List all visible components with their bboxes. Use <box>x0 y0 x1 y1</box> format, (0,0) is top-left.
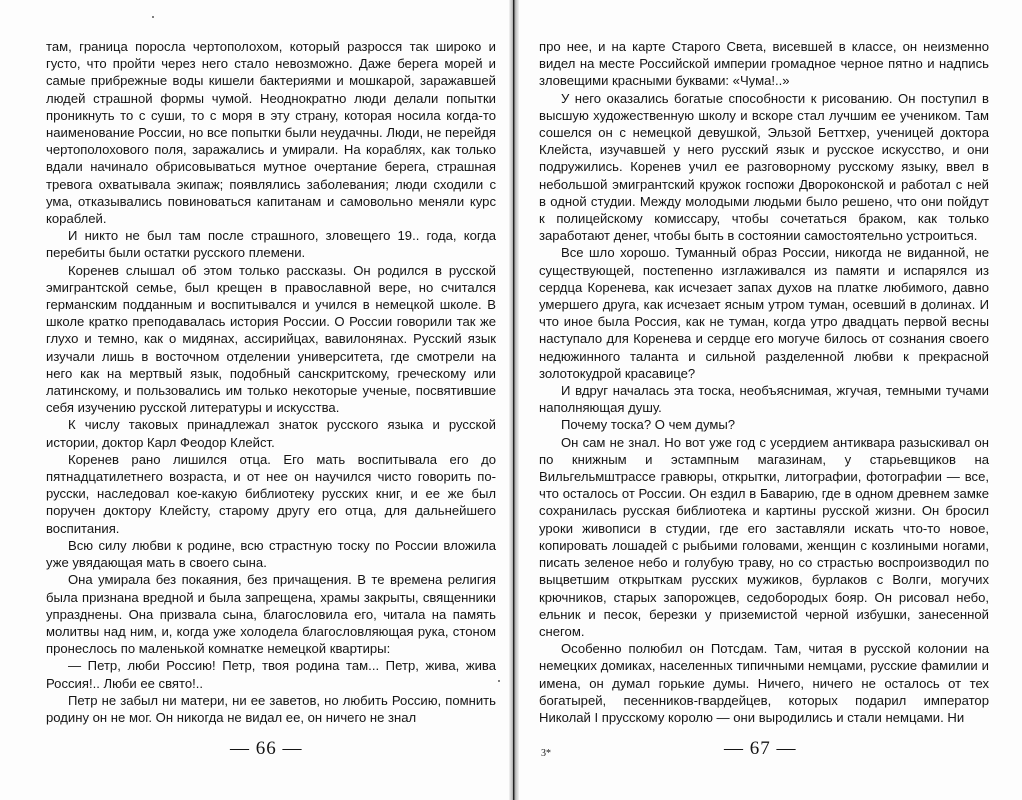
book-gutter <box>509 0 519 800</box>
gutter-line <box>513 0 514 800</box>
paragraph: Все шло хорошо. Туманный образ России, никогда не виданной, не существующей, постепенно изглаживался из памяти и испарялся из сердца Коренева, как исчезает запах духов на платке любимого, давно умершего друга, как исчезает ясным утром туман, осевший в долинах. И что иное была Россия, как не туман, когда утро двадцать первой весны наступало для Коренева и сердце его могуче билось от сознания своего недюжинного таланта и сильной разделенной любви к прекрасной золотокудрой красавице? <box>539 245 989 381</box>
paragraph: Коренев рано лишился отца. Его мать воспитывала его до пятнадцатилетнего возраста, и от нее он научился чисто говорить по-русски, наследовал кое-какую библиотеку русских книг, и ее же был поручен доктору Клейсту, старому другу его отца, для дальнейшего воспитания. <box>46 451 496 536</box>
left-page-text <box>46 38 496 726</box>
paragraph: Всю силу любви к родине, всю страстную тоску по России вложила уже увядающая мать в своего сына. <box>46 537 496 571</box>
right-page-text <box>539 38 989 726</box>
paragraph: про нее, и на карте Старого Света, висевшей в классе, он неизменно видел на месте Российской империи громадное черное пятно и надпись зловещими красными буквами: «Чума!..» <box>539 39 989 89</box>
printer-signature-mark: 3* <box>541 748 551 759</box>
paragraph: К числу таковых принадлежал знаток русского языка и русской истории, доктор Карл Феодор Клейст. <box>46 417 496 450</box>
left-page-number: — 66 — <box>230 738 303 759</box>
paragraph: Коренев слышал об этом только рассказы. Он родился в русской эмигрантской семье, был крещен в православной вере, но считался германским подданным и воспитывался и учился в немецкой школе. В школе кратко преподавалась история России. О России говорили так же глухо и темно, как о мидянах, ассирийцах, вавилонянах. Русский язык изучали лишь в восточном отделении университета, где смотрели на него как на мертвый язык, подобный санскритскому, греческому или латинскому, и пользовались им только некоторые ученые, посвятившие себя изучению русской литературы и искусства. <box>46 262 496 416</box>
paragraph: Почему тоска? О чем думы? <box>561 417 736 433</box>
scan-speck <box>498 680 500 682</box>
scan-speck <box>152 16 154 18</box>
paragraph: У него оказались богатые способности к рисованию. Он поступил в высшую художественную школу и вскоре стал лучшим ее учеником. Там сошелся он с немецкой девушкой, Эльзой Беттхер, ученицей доктора Клейста, изучавшей у него русский язык и русское искусство, и они подружились. Коренев учил ее разговорному русскому языку, ввел в небольшой эмигрантский кружок госпожи Двороконской и работал с ней в одной студии. Между молодыми людьми было решено, что они пойдут к полицейскому комиссару, чтобы сочетаться браком, как только заработают денег, чтобы быть в состоянии самостоятельно устроиться. <box>539 90 989 244</box>
paragraph: — Петр, люби Россию! Петр, твоя родина там... Петр, жива, жива Россия!.. Люби ее свято!.. <box>46 658 496 691</box>
paragraph: И вдруг началась эта тоска, необъяснимая, жгучая, темными тучами наполняющая душу. <box>539 383 989 416</box>
paragraph: Особенно полюбил он Потсдам. Там, читая в русской колонии на немецких домиках, населенных типичными немцами, русские фамилии и имена, он думал горькие думы. Ничего, ничего не осталось от тех богатырей, песенников-гвардейцев, которых подарил император Николай I прусскому королю — они выродились и стали немцами. Ни <box>539 641 989 725</box>
right-page-number: — 67 — <box>724 738 797 759</box>
paragraph: Петр не забыл ни матери, ни ее заветов, но любить Россию, помнить родину он не мог. Он никогда не видал ее, он ничего не знал <box>46 692 496 725</box>
paragraph: И никто не был там после страшного, зловещего 19.. года, когда перебиты были остатки русского племени. <box>46 228 496 261</box>
paragraph: там, граница поросла чертополохом, который разросся так широко и густо, что пройти через него стало невозможно. Даже берега морей и самые прибрежные воды кишели бактериями и мошкарой, заражавшей людей страшной формы чумой. Неоднократно люди делали попытки проникнуть то с суши, то с моря в эту страну, которая носила когда-то наименование России, но все попытки были неудачны. Люди, не перейдя чертополохового поля, заражались и умирали. На кораблях, как только вдали начинало обрисовываться мутное очертание берега, страшная тревога охватывала экипаж; появлялись заболевания; люди сходили с ума, отказывались повиноваться капитанам и самовольно меняли курс кораблей. <box>46 39 496 227</box>
paragraph: Он сам не знал. Но вот уже год с усердием антиквара разыскивал он по книжным и эстампным магазинам, у старьевщиков на Вильгельмштрассе гравюры, открытки, литографии, фотографии — все, что осталось от России. Он ездил в Баварию, где в одном древнем замке сохранилась русская библиотека и картины русской жизни. Он бросил уроки живописи в студии, где его заставляли искать что-то новое, копировать лошадей с рыбьими головами, женщин с козлиными ногами, писать зеленое небо и голубую траву, но со страстью воспроизводил по выцветшим открыткам русских мужиков, бурлаков с Волги, могучих крючников, старых запорожцев, седобородых бояр. Он рисовал небо, ельник и песок, березки у приземистой черной избушки, занесенной снегом. <box>539 434 989 639</box>
paragraph: Она умирала без покаяния, без причащения. В те времена религия была признана вредной и была запрещена, храмы закрыты, священники упразднены. Она призвала сына, благословила его, читала на память молитвы над ним, и, когда уже холодела благословляющая рука, стоном пронеслось по маленькой комнатке немецкой квартиры: <box>46 572 496 657</box>
